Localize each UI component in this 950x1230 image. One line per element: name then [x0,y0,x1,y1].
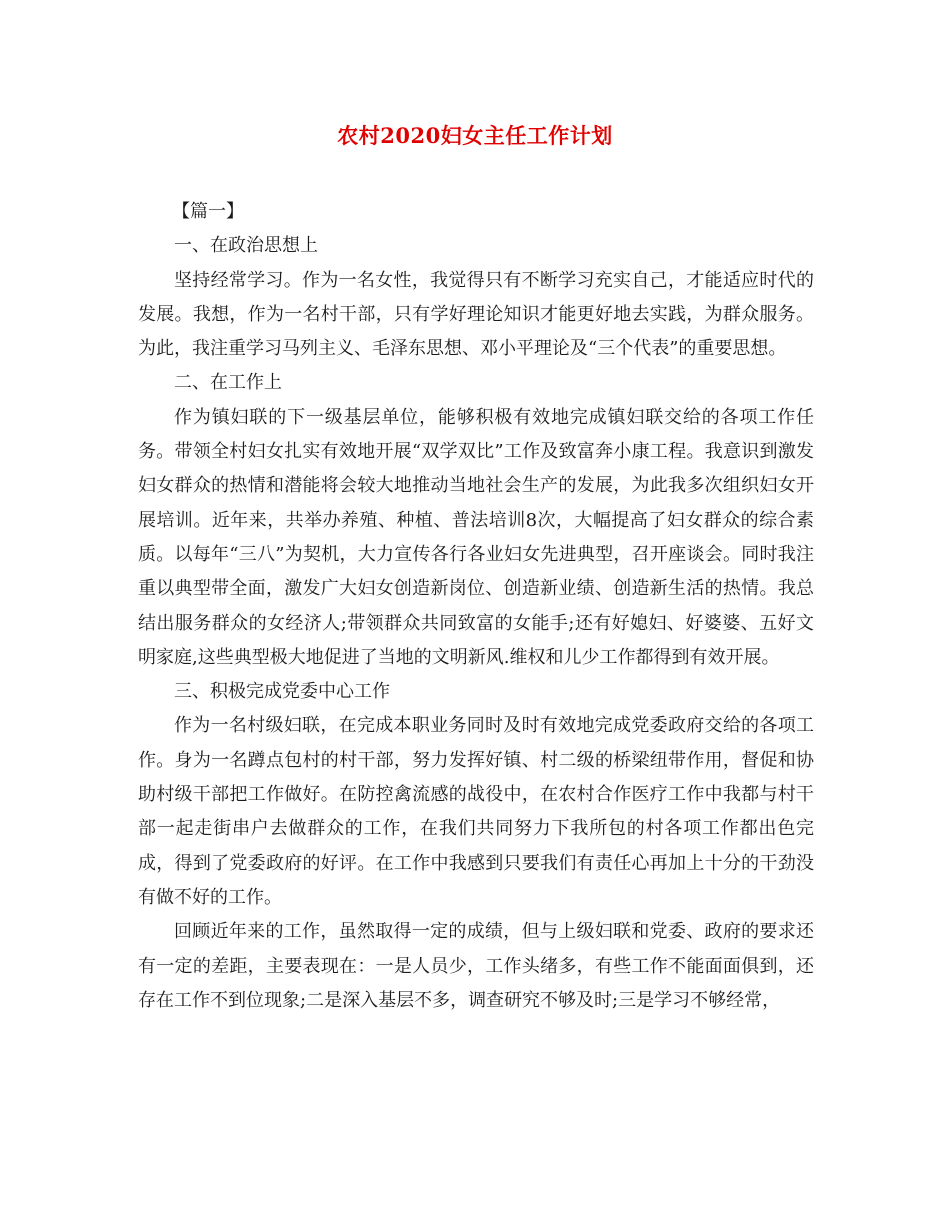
heading-political-thought: 一、在政治思想上 [174,235,318,257]
document-title: 农村2020妇女主任工作计划 [337,123,613,148]
document-body [138,195,814,1018]
paragraph-work: 作为镇妇联的下一级基层单位，能够积极有效地完成镇妇联交给的各项工作任务。带领全村妇女扎实有效地开展“双学双比”工作及致富奔小康工程。我意识到激发妇女群众的热情和潜能将会较大地推动当地社会生产的发展，为此我多次组织妇女开展培训。近年来，共举办养殖、种植、普法培训8次，大幅提高了妇女群众的综合素质。以每年“三八”为契机，大力宣传各行各业妇女先进典型，召开座谈会。同时我注重以典型带全面，激发广大妇女创造新岗位、创造新业绩、创造新生活的热情。我总结出服务群众的女经济人;带领群众共同致富的女能手;还有好媳妇、好婆婆、五好文明家庭,这些典型极大地促进了当地的文明新风.维权和儿少工作都得到有效开展。 [138,406,814,668]
section-marker: 【篇一】 [172,201,244,222]
paragraph-party-center-work: 作为一名村级妇联，在完成本职业务同时及时有效地完成党委政府交给的各项工作。身为一名蹲点包村的村干部，努力发挥好镇、村二级的桥梁纽带作用，督促和协助村级干部把工作做好。在防控禽流感的战役中，在农村合作医疗工作中我都与村干部一起走街串户去做群众的工作，在我们共同努力下我所包的村各项工作都出色完成，得到了党委政府的好评。在工作中我感到只要我们有责任心再加上十分的干劲没有做不好的工作。 [138,715,814,908]
heading-party-center-work: 三、积极完成党委中心工作 [174,681,390,703]
paragraph-review: 回顾近年来的工作，虽然取得一定的成绩，但与上级妇联和党委、政府的要求还有一定的差距，主要表现在：一是人员少，工作头绪多，有些工作不能面面俱到，还存在工作不到位现象;二是深入基层不多，调查研究不够及时;三是学习不够经常， [138,921,814,1011]
heading-work: 二、在工作上 [174,372,282,394]
paragraph-study: 坚持经常学习。作为一名女性，我觉得只有不断学习充实自己，才能适应时代的发展。我想，作为一名村干部，只有学好理论知识才能更好地去实践，为群众服务。为此，我注重学习马列主义、毛泽东思想、邓小平理论及“三个代表”的重要思想。 [138,269,814,360]
